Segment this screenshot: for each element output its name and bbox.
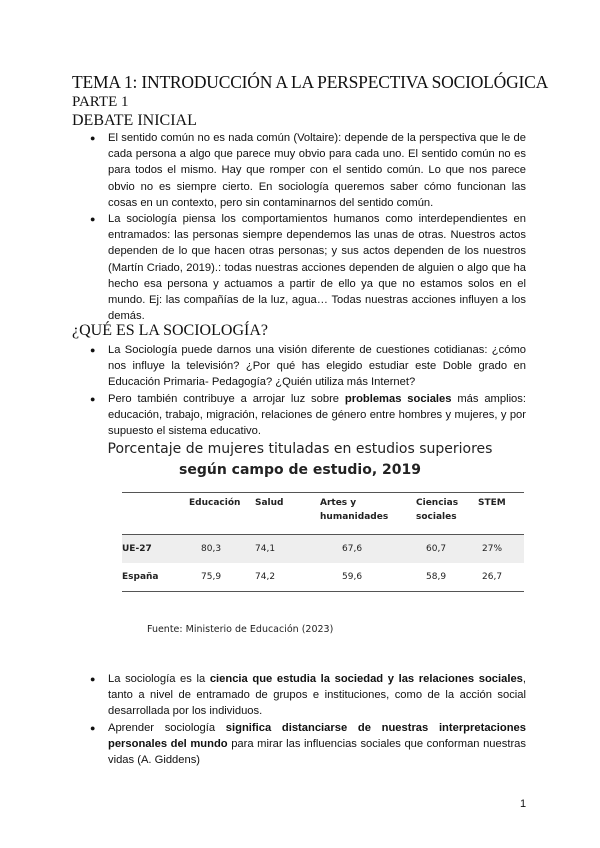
bullet-text: La Sociología puede darnos una visión diferente de cuestiones cotidianas: ¿cómo nos influye la televisión? ¿Por qué has elegido estudiar este Doble grado en Educación Primaria- Pedagogía? ¿Quién utiliza más Internet? <box>108 344 526 389</box>
bullet-icon: ● <box>90 722 96 733</box>
table-cell: 80,3 <box>201 544 222 554</box>
table-row <box>122 563 524 592</box>
sociology-bullet-list <box>90 342 526 439</box>
table-cell: 67,6 <box>342 544 363 554</box>
figure-source: Fuente: Ministerio de Educación (2023) <box>147 624 334 635</box>
table-cell: 60,7 <box>426 544 447 554</box>
list-item <box>90 130 526 211</box>
list-item <box>90 391 526 440</box>
table-cell: 26,7 <box>482 572 503 582</box>
list-item <box>90 671 526 720</box>
bullet-text-bold: ciencia que estudia la sociedad y las relaciones sociales <box>209 673 523 685</box>
part-heading: PARTE 1 <box>72 94 129 110</box>
bullet-icon: ● <box>90 393 96 404</box>
bullet-icon: ● <box>90 214 96 225</box>
data-table <box>122 492 524 592</box>
column-header: STEM <box>478 498 506 508</box>
list-item <box>90 720 526 769</box>
column-header: Salud <box>255 498 284 508</box>
table-cell: 74,2 <box>255 572 276 582</box>
table-row <box>122 535 524 564</box>
bullet-text-post: para mirar las influencias sociales que conforman nuestras vidas (A. Giddens) <box>108 737 526 767</box>
table-cell: 27% <box>482 544 503 554</box>
debate-bullet-list <box>90 130 526 324</box>
bullet-text-pre: Aprender sociología <box>108 721 226 734</box>
row-label: España <box>122 572 159 582</box>
figure-title-line2: según campo de estudio, 2019 <box>179 462 421 478</box>
bullet-icon: ● <box>90 345 96 355</box>
bullet-text-post: , tanto a nivel de entramado de grupos e instituciones, como de la acción social desarrollada por los individuos. <box>108 673 526 718</box>
table-cell: 59,6 <box>342 572 363 582</box>
page-number: 1 <box>520 798 527 810</box>
document-title: TEMA 1: INTRODUCCIÓN A LA PERSPECTIVA SOCIOLÓGICA <box>72 72 549 92</box>
section-heading-debate: DEBATE INICIAL <box>72 112 197 129</box>
definition-bullet-list <box>90 671 526 768</box>
bullet-text-post: más amplios: educación, trabajo, migración, relaciones de género entre hombres y mujeres, y por supuesto el sistema educativo. <box>108 392 526 438</box>
row-label: UE-27 <box>122 544 152 554</box>
bullet-text: El sentido común no es nada común (Voltaire): depende de la perspectiva que le de cada persona a algo que parece muy obvio para cada uno. El sentido común no es para todos el mismo. Hay que romper con el sentido común. Lo que nos parece obvio no es siempre cierto. En sociología queremos saber cómo funcionan las cosas en un contexto, pero sin contaminarnos del sentido común. <box>108 132 526 209</box>
bullet-icon: ● <box>90 133 96 143</box>
column-header: Ciencias sociales <box>416 498 459 522</box>
bullet-text-pre: La sociología es la <box>108 673 210 685</box>
table-header-row <box>122 493 524 535</box>
column-header: Educación <box>189 498 241 508</box>
bullet-icon: ● <box>90 674 96 684</box>
table-cell: 74,1 <box>255 544 276 554</box>
list-item <box>90 342 526 391</box>
figure-title <box>90 439 510 481</box>
bullet-text: La sociología piensa los comportamientos humanos como interdependientes en entramados: las personas siempre dependemos las unas de otras. Nuestros actos dependen de lo que hacen otras personas; y sus actos dependen de los nuestros (Martín Criado, 2019).: todas nuestras acciones dependen de alguien o algo que ha hecho esa persona y actuamos a partir de ello ya que no estamos solos en el mundo. Ej: las compañías de la luz, agua… Todas nuestras acciones influyen a los demás. <box>108 213 526 323</box>
column-header: Artes y humanidades <box>320 498 389 522</box>
list-item <box>90 211 526 324</box>
header-corner <box>122 493 189 535</box>
table-cell: 75,9 <box>201 572 222 582</box>
bullet-text-bold: significa distanciarse de nuestras interpretaciones personales del mundo <box>108 721 526 750</box>
bullet-text-bold: problemas sociales <box>344 392 452 405</box>
figure-title-line1: Porcentaje de mujeres tituladas en estudios superiores <box>107 441 493 457</box>
bullet-text-pre: Pero también contribuye a arrojar luz sobre <box>108 392 345 405</box>
table-cell: 58,9 <box>426 572 447 582</box>
section-heading-que-es: ¿QUÉ ES LA SOCIOLOGÍA? <box>72 322 268 339</box>
